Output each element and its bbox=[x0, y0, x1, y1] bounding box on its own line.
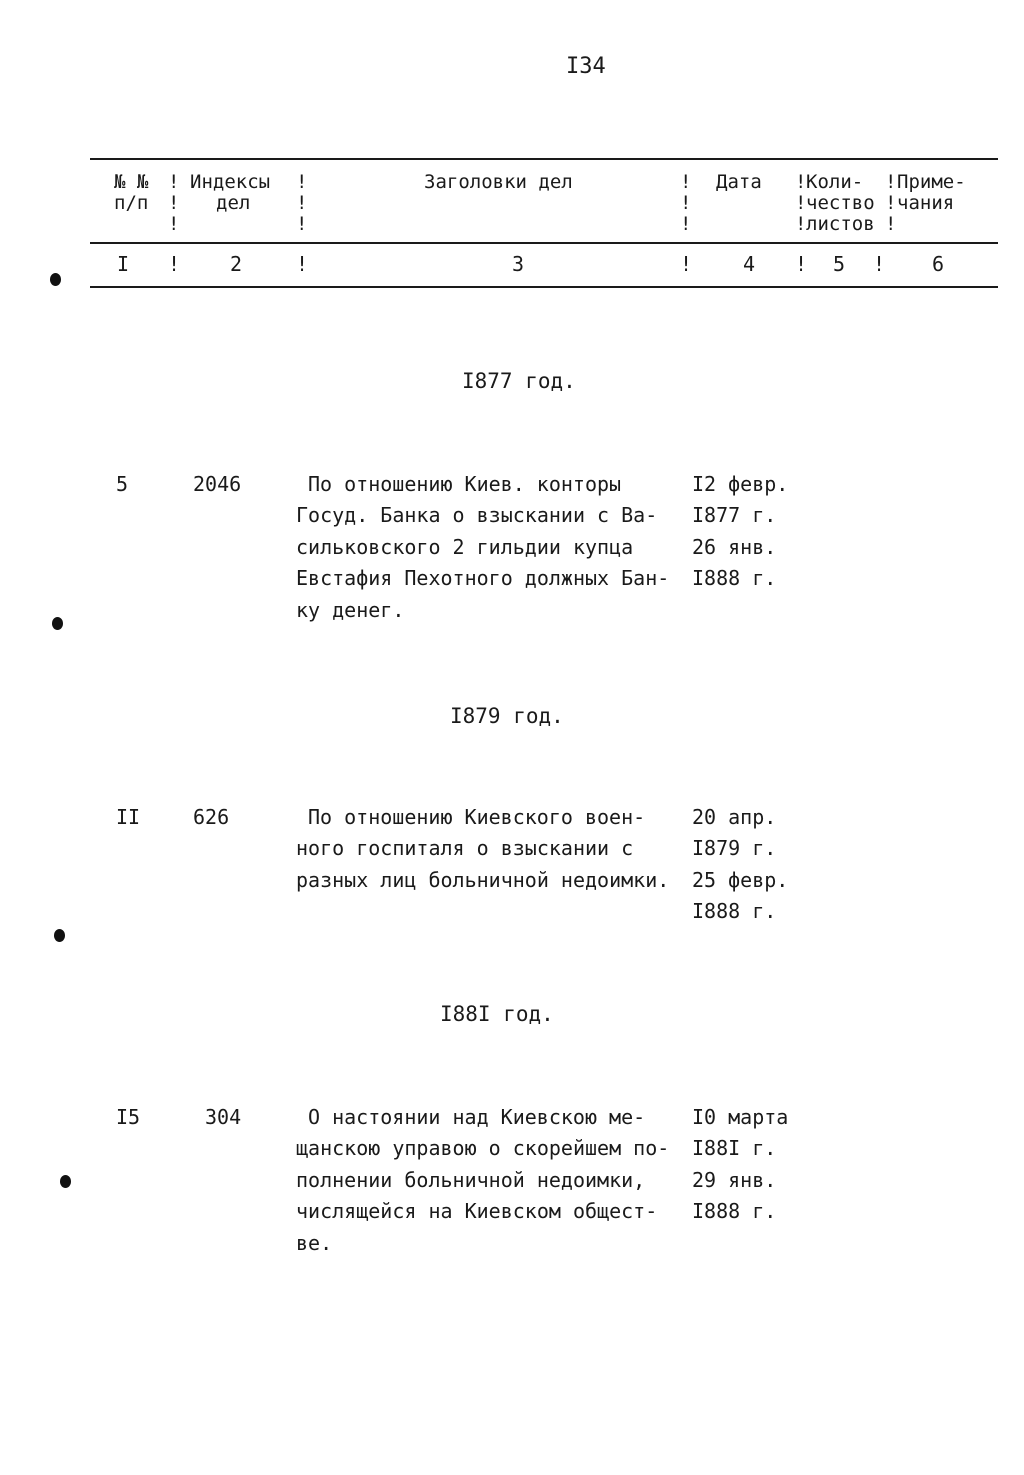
record-date-line: I879 г. bbox=[692, 836, 777, 860]
col-sheets-label-line-1: Коли- bbox=[806, 171, 864, 193]
separator: ! bbox=[885, 192, 897, 214]
col-number-1: I bbox=[117, 252, 130, 276]
record-title-line: числящейся на Киевском общест- bbox=[296, 1199, 658, 1223]
header-bottom-rule bbox=[90, 286, 998, 288]
record-date-line: 20 апр. bbox=[692, 805, 777, 829]
record-date-line: 29 янв. bbox=[692, 1168, 777, 1192]
record-date-line: 25 февр. bbox=[692, 868, 789, 892]
record-index: 626 bbox=[193, 805, 230, 829]
separator: ! bbox=[296, 213, 308, 235]
record-date-line: I2 февр. bbox=[692, 472, 789, 496]
record-title-line: щанскою управою о скорейшем по- bbox=[296, 1136, 670, 1160]
record-title-line: разных лиц больничной недоимки. bbox=[296, 868, 670, 892]
col-sheets-label-line-3: листов bbox=[806, 213, 875, 235]
separator: ! bbox=[873, 252, 886, 276]
record-number: 5 bbox=[116, 472, 129, 496]
record-title-line: О настоянии над Киевскою ме- bbox=[308, 1105, 646, 1129]
binding-hole bbox=[50, 273, 61, 286]
record-date-line: I888 г. bbox=[692, 566, 777, 590]
col-title-label: Заголовки дел bbox=[424, 171, 573, 193]
col-date-label: Дата bbox=[716, 171, 762, 193]
separator: ! bbox=[168, 192, 180, 214]
record-date-line: I888 г. bbox=[692, 899, 777, 923]
separator: ! bbox=[795, 192, 807, 214]
col-number-5: 5 bbox=[833, 252, 846, 276]
col-notes-label-line-2: чания bbox=[897, 192, 955, 214]
record-title-line: ве. bbox=[296, 1231, 333, 1255]
section-year-heading: I879 год. bbox=[450, 704, 564, 728]
record-title-line: По отношению Киевского воен- bbox=[308, 805, 646, 829]
separator: ! bbox=[680, 213, 692, 235]
page-number: I34 bbox=[566, 54, 606, 79]
separator: ! bbox=[795, 252, 808, 276]
header-middle-rule bbox=[90, 242, 998, 244]
record-date-line: I877 г. bbox=[692, 503, 777, 527]
section-year-heading: I88I год. bbox=[440, 1002, 554, 1026]
col-number-2: 2 bbox=[230, 252, 243, 276]
record-index: 2046 bbox=[193, 472, 242, 496]
record-title-line: Госуд. Банка о взыскании с Ва- bbox=[296, 503, 658, 527]
col-index-label-line-2: дел bbox=[216, 192, 251, 214]
separator: ! bbox=[168, 252, 181, 276]
col-number-label-line-2: п/п bbox=[114, 192, 149, 214]
record-title-line: полнении больничной недоимки, bbox=[296, 1168, 646, 1192]
record-title-line: сильковского 2 гильдии купца bbox=[296, 535, 634, 559]
col-number-6: 6 bbox=[932, 252, 945, 276]
separator: ! bbox=[885, 171, 897, 193]
separator: ! bbox=[795, 213, 807, 235]
separator: ! bbox=[680, 171, 692, 193]
binding-hole bbox=[52, 617, 63, 630]
record-date-line: 26 янв. bbox=[692, 535, 777, 559]
record-title-line: ного госпиталя о взыскании с bbox=[296, 836, 634, 860]
col-number-label-line-1: № № bbox=[114, 171, 149, 193]
record-date-line: I888 г. bbox=[692, 1199, 777, 1223]
record-title-line: Евстафия Пехотного должных Бан- bbox=[296, 566, 670, 590]
col-notes-label-line-1: Приме- bbox=[897, 171, 966, 193]
record-date-line: I0 марта bbox=[692, 1105, 789, 1129]
record-index: 304 bbox=[205, 1105, 242, 1129]
record-number: I5 bbox=[116, 1105, 141, 1129]
col-number-3: 3 bbox=[512, 252, 525, 276]
header-top-rule bbox=[90, 158, 998, 160]
separator: ! bbox=[296, 252, 309, 276]
col-number-4: 4 bbox=[743, 252, 756, 276]
separator: ! bbox=[168, 171, 180, 193]
col-sheets-label-line-2: чество bbox=[806, 192, 875, 214]
binding-hole bbox=[60, 1175, 71, 1188]
separator: ! bbox=[795, 171, 807, 193]
binding-hole bbox=[54, 929, 65, 942]
separator: ! bbox=[885, 213, 897, 235]
separator: ! bbox=[296, 192, 308, 214]
separator: ! bbox=[680, 252, 693, 276]
record-title-line: По отношению Киев. конторы bbox=[308, 472, 622, 496]
separator: ! bbox=[168, 213, 180, 235]
col-index-label-line-1: Индексы bbox=[190, 171, 271, 193]
record-title-line: ку денег. bbox=[296, 598, 405, 622]
record-date-line: I88I г. bbox=[692, 1136, 777, 1160]
section-year-heading: I877 год. bbox=[462, 369, 576, 393]
record-number: II bbox=[116, 805, 141, 829]
separator: ! bbox=[680, 192, 692, 214]
separator: ! bbox=[296, 171, 308, 193]
